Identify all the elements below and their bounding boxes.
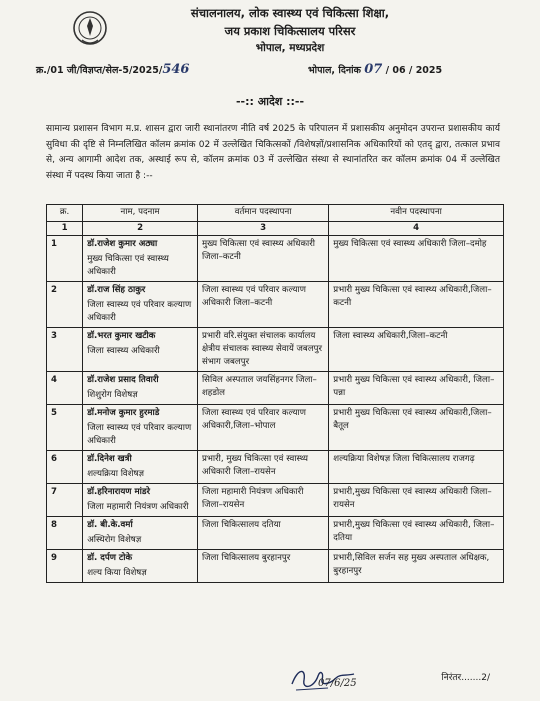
order-title: --:: आदेश ::-- <box>235 95 305 108</box>
header-location: भोपाल, मध्यप्रदेश <box>255 42 325 54</box>
reference-date <box>308 62 442 77</box>
header-directorate: संचालनालय, लोक स्वास्थ्य एवं चिकित्सा शिक्षा, <box>190 6 390 20</box>
col-header-name: नाम, पदनाम <box>83 205 198 222</box>
header-hospital-campus: जय प्रकाश चिकित्सालय परिसर <box>224 24 356 38</box>
col-header-new-posting: नवीन पदस्थापना <box>329 205 504 222</box>
row-serial-number: 4 <box>47 372 83 405</box>
row-current-posting: प्रभारी, मुख्य चिकित्सा एवं स्वास्थ्य अधिकारी जिला–रायसेन <box>197 451 328 484</box>
row-serial-number: 1 <box>47 236 83 282</box>
row-new-posting: प्रभारी,मुख्य चिकित्सा एवं स्वास्थ्य अधिकारी जिला–रायसेन <box>329 484 504 517</box>
doctor-name: डॉ.भरत कुमार खटीक <box>87 331 156 341</box>
row-current-posting: सिविल अस्पताल जयसिंहनगर जिला–शहडोल <box>197 372 328 405</box>
row-serial-number: 3 <box>47 328 83 372</box>
doctor-designation: शिशुरोग विशेषज्ञ <box>87 390 138 400</box>
row-serial-number: 5 <box>47 405 83 451</box>
row-serial-number: 8 <box>47 517 83 550</box>
table-row <box>47 517 504 550</box>
row-name-designation <box>83 484 198 517</box>
table-row <box>47 372 504 405</box>
reference-date-rest: / 06 / 2025 <box>385 65 443 76</box>
row-name-designation <box>83 282 198 328</box>
doctor-name: डॉ. दर्पण टोके <box>87 553 133 563</box>
row-serial-number: 7 <box>47 484 83 517</box>
row-name-designation <box>83 517 198 550</box>
row-serial-number: 6 <box>47 451 83 484</box>
row-current-posting: जिला स्वास्थ्य एवं परिवार कल्याण अधिकारी,जिला–भोपाल <box>197 405 328 451</box>
reference-number-prefix: क्र./01 जी/विज्ञप्त/सेल-5/2025/ <box>36 65 163 76</box>
continued-marker: निरंतर.......2/ <box>441 673 490 683</box>
order-body-paragraph: सामान्य प्रशासन विभाग म.प्र. शासन द्वारा जारी स्थानांतरण नीति वर्ष 2025 के परिपालन में प्रशासकीय अनुमोदन उपरान्त प्रशासकीय कार्य सुविधा की दृष्टि से निम्नलिखित कॉलम क्रमांक 02 में उल्लेखित चिकित्सकों /विशेषज्ञों/प्रशासनिक अधिकारियों को एतद् द्वारा, तत्काल प्रभाव से, अन्य आगामी आदेश तक, अस्थाई रूप से, कॉलम क्रमांक 03 में उल्लेखित संस्था से स्थानांतरित कर कॉलम क्रमांक 04 में उल्लेखित संस्था में पदस्थ किया जाता है :-- <box>46 124 500 181</box>
row-new-posting: प्रभारी,मुख्य चिकित्सा एवं स्वास्थ्य अधिकारी, जिला–दतिया <box>329 517 504 550</box>
table-row <box>47 484 504 517</box>
table-row <box>47 451 504 484</box>
table-row <box>47 550 504 583</box>
row-name-designation <box>83 451 198 484</box>
row-name-designation <box>83 328 198 372</box>
col-header-current-posting: वर्तमान पदस्थापना <box>197 205 328 222</box>
row-name-designation <box>83 372 198 405</box>
row-name-designation <box>83 405 198 451</box>
row-current-posting: जिला स्वास्थ्य एवं परिवार कल्याण अधिकारी जिला–कटनी <box>197 282 328 328</box>
reference-date-day: 07 <box>364 62 383 77</box>
doctor-designation: शल्यक्रिया विशेषज्ञ <box>87 469 145 479</box>
doctor-name: डॉ.राजेश प्रसाद तिवारी <box>87 375 159 385</box>
row-current-posting: जिला चिकित्सालय दतिया <box>197 517 328 550</box>
doctor-designation: मुख्य चिकित्सा एवं स्वास्थ्य अधिकारी <box>87 254 169 277</box>
row-current-posting: जिला चिकित्सालय बुरहानपुर <box>197 550 328 583</box>
doctor-designation: जिला स्वास्थ्य अधिकारी <box>87 346 160 356</box>
row-new-posting: जिला स्वास्थ्य अधिकारी,जिला–कटनी <box>329 328 504 372</box>
table-row <box>47 405 504 451</box>
doctor-name: डॉ. बी.के.वर्मा <box>87 520 133 530</box>
col-number-3: 3 <box>197 222 328 236</box>
signature-date: 07/6/25 <box>318 678 357 689</box>
col-number-1: 1 <box>47 222 83 236</box>
doctor-designation: जिला स्वास्थ्य एवं परिवार कल्याण अधिकारी <box>87 300 192 323</box>
col-header-sn: क्र. <box>47 205 83 222</box>
row-name-designation <box>83 550 198 583</box>
row-new-posting: प्रभारी मुख्य चिकित्सा एवं स्वास्थ्य अधिकारी, जिला–पन्ना <box>329 372 504 405</box>
row-new-posting: प्रभारी,सिविल सर्जन सह मुख्य अस्पताल अधिक्षक, बुरहानपुर <box>329 550 504 583</box>
row-new-posting: मुख्य चिकित्सा एवं स्वास्थ्य अधिकारी जिला–दमोह <box>329 236 504 282</box>
row-current-posting: मुख्य चिकित्सा एवं स्वास्थ्य अधिकारी जिला–कटनी <box>197 236 328 282</box>
row-new-posting: प्रभारी मुख्य चिकित्सा एवं स्वास्थ्य अधिकारी,जिला–बैतूल <box>329 405 504 451</box>
row-new-posting: शल्यक्रिया विशेषज्ञ जिला चिकित्सालय राजगढ़ <box>329 451 504 484</box>
table-row <box>47 282 504 328</box>
reference-number <box>36 62 189 77</box>
table-row <box>47 236 504 282</box>
col-number-2: 2 <box>83 222 198 236</box>
row-serial-number: 9 <box>47 550 83 583</box>
doctor-name: डॉ.मनोज कुमार हुरमाडे <box>87 408 160 418</box>
doctor-name: डॉ.दिनेश खत्री <box>87 454 132 464</box>
doctor-name: डॉ.राज सिंह ठाकुर <box>87 285 146 295</box>
transfer-table <box>46 204 504 583</box>
row-new-posting: प्रभारी मुख्य चिकित्सा एवं स्वास्थ्य अधिकारी,जिला–कटनी <box>329 282 504 328</box>
reference-number-handwritten: 546 <box>162 62 190 77</box>
row-serial-number: 2 <box>47 282 83 328</box>
row-current-posting: प्रभारी वरि.संयुक्त संचालक कार्यालय क्षेत्रीय संचालक स्वास्थ्य सेवायें जबलपुर संभाग जबलपुर <box>197 328 328 372</box>
table-row <box>47 328 504 372</box>
doctor-designation: जिला स्वास्थ्य एवं परिवार कल्याण अधिकारी <box>87 423 192 446</box>
doctor-name: डॉ.राजेश कुमार अठ्या <box>87 239 158 249</box>
doctor-name: डॉ.हरिनारायण मांडरे <box>87 487 150 497</box>
doctor-designation: शल्य किया विशेषज्ञ <box>87 568 147 578</box>
row-current-posting: जिला महामारी नियंत्रण अधिकारी जिला–रायसेन <box>197 484 328 517</box>
reference-date-prefix: भोपाल, दिनांक <box>308 65 361 76</box>
row-name-designation <box>83 236 198 282</box>
doctor-designation: अस्थिरोग विशेषज्ञ <box>87 535 142 545</box>
doctor-designation: जिला महामारी नियंत्रण अधिकारी <box>87 502 189 512</box>
col-number-4: 4 <box>329 222 504 236</box>
